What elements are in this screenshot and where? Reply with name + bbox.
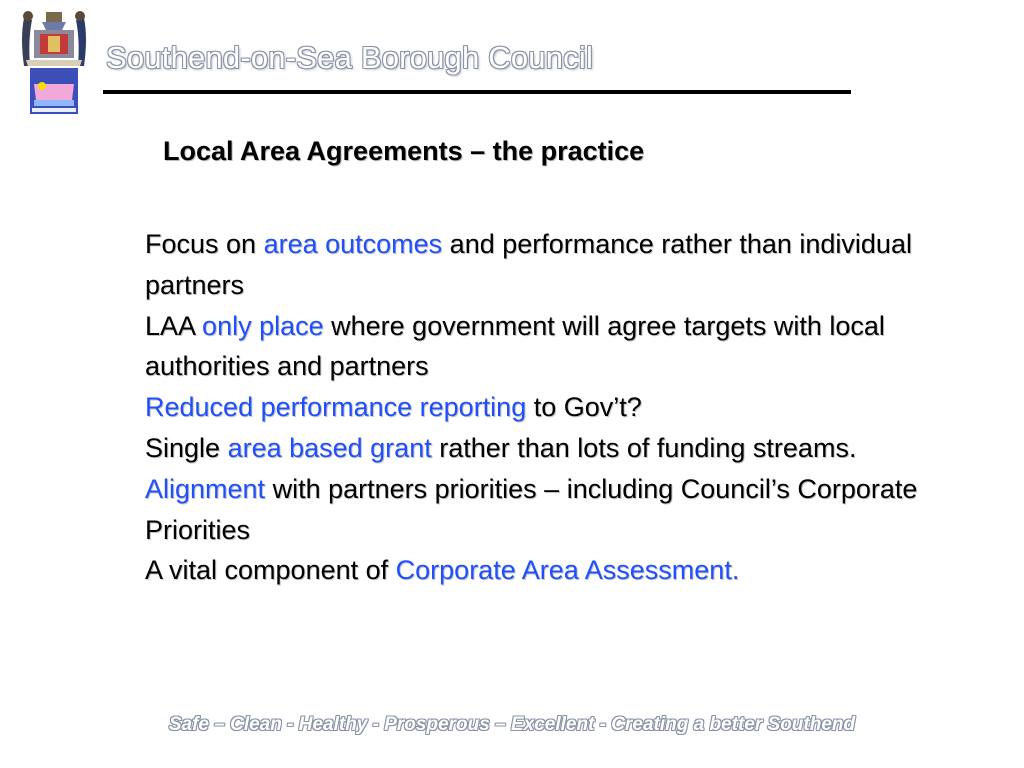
- point-alignment: Alignment with partners priorities – including Council’s Corporate Priorities: [145, 473, 918, 545]
- point-reduced-reporting: Reduced performance reporting to Gov’t?: [145, 392, 642, 423]
- point-vital-component: A vital component of Corporate Area Assessment.: [145, 555, 740, 586]
- highlight-corporate-assessment: Corporate Area Assessment.: [395, 555, 740, 586]
- highlight-only-place: only place: [202, 310, 324, 341]
- footer-slogan: Safe – Clean - Healthy - Prosperous – Excellent - Creating a better Southend: [168, 714, 856, 735]
- coat-of-arms-icon: [18, 8, 90, 120]
- point-area-outcomes: Focus on area outcomes and performance rather than individual partners: [145, 229, 912, 300]
- point-only-place: LAA only place where government will agree targets with local authorities and partners: [145, 310, 885, 382]
- point-area-grant: Single area based grant rather than lots of funding streams.: [145, 432, 857, 463]
- council-name: Southend-on-Sea Borough Council: [106, 40, 594, 75]
- slide-body: [145, 224, 935, 591]
- highlight-alignment: Alignment: [145, 473, 266, 504]
- header-divider: [103, 90, 851, 94]
- highlight-area-grant: area based grant: [227, 432, 432, 463]
- highlight-reduced-reporting: Reduced performance reporting: [145, 392, 527, 423]
- highlight-area-outcomes: area outcomes: [263, 229, 443, 259]
- slide-title: Local Area Agreements – the practice: [163, 136, 645, 166]
